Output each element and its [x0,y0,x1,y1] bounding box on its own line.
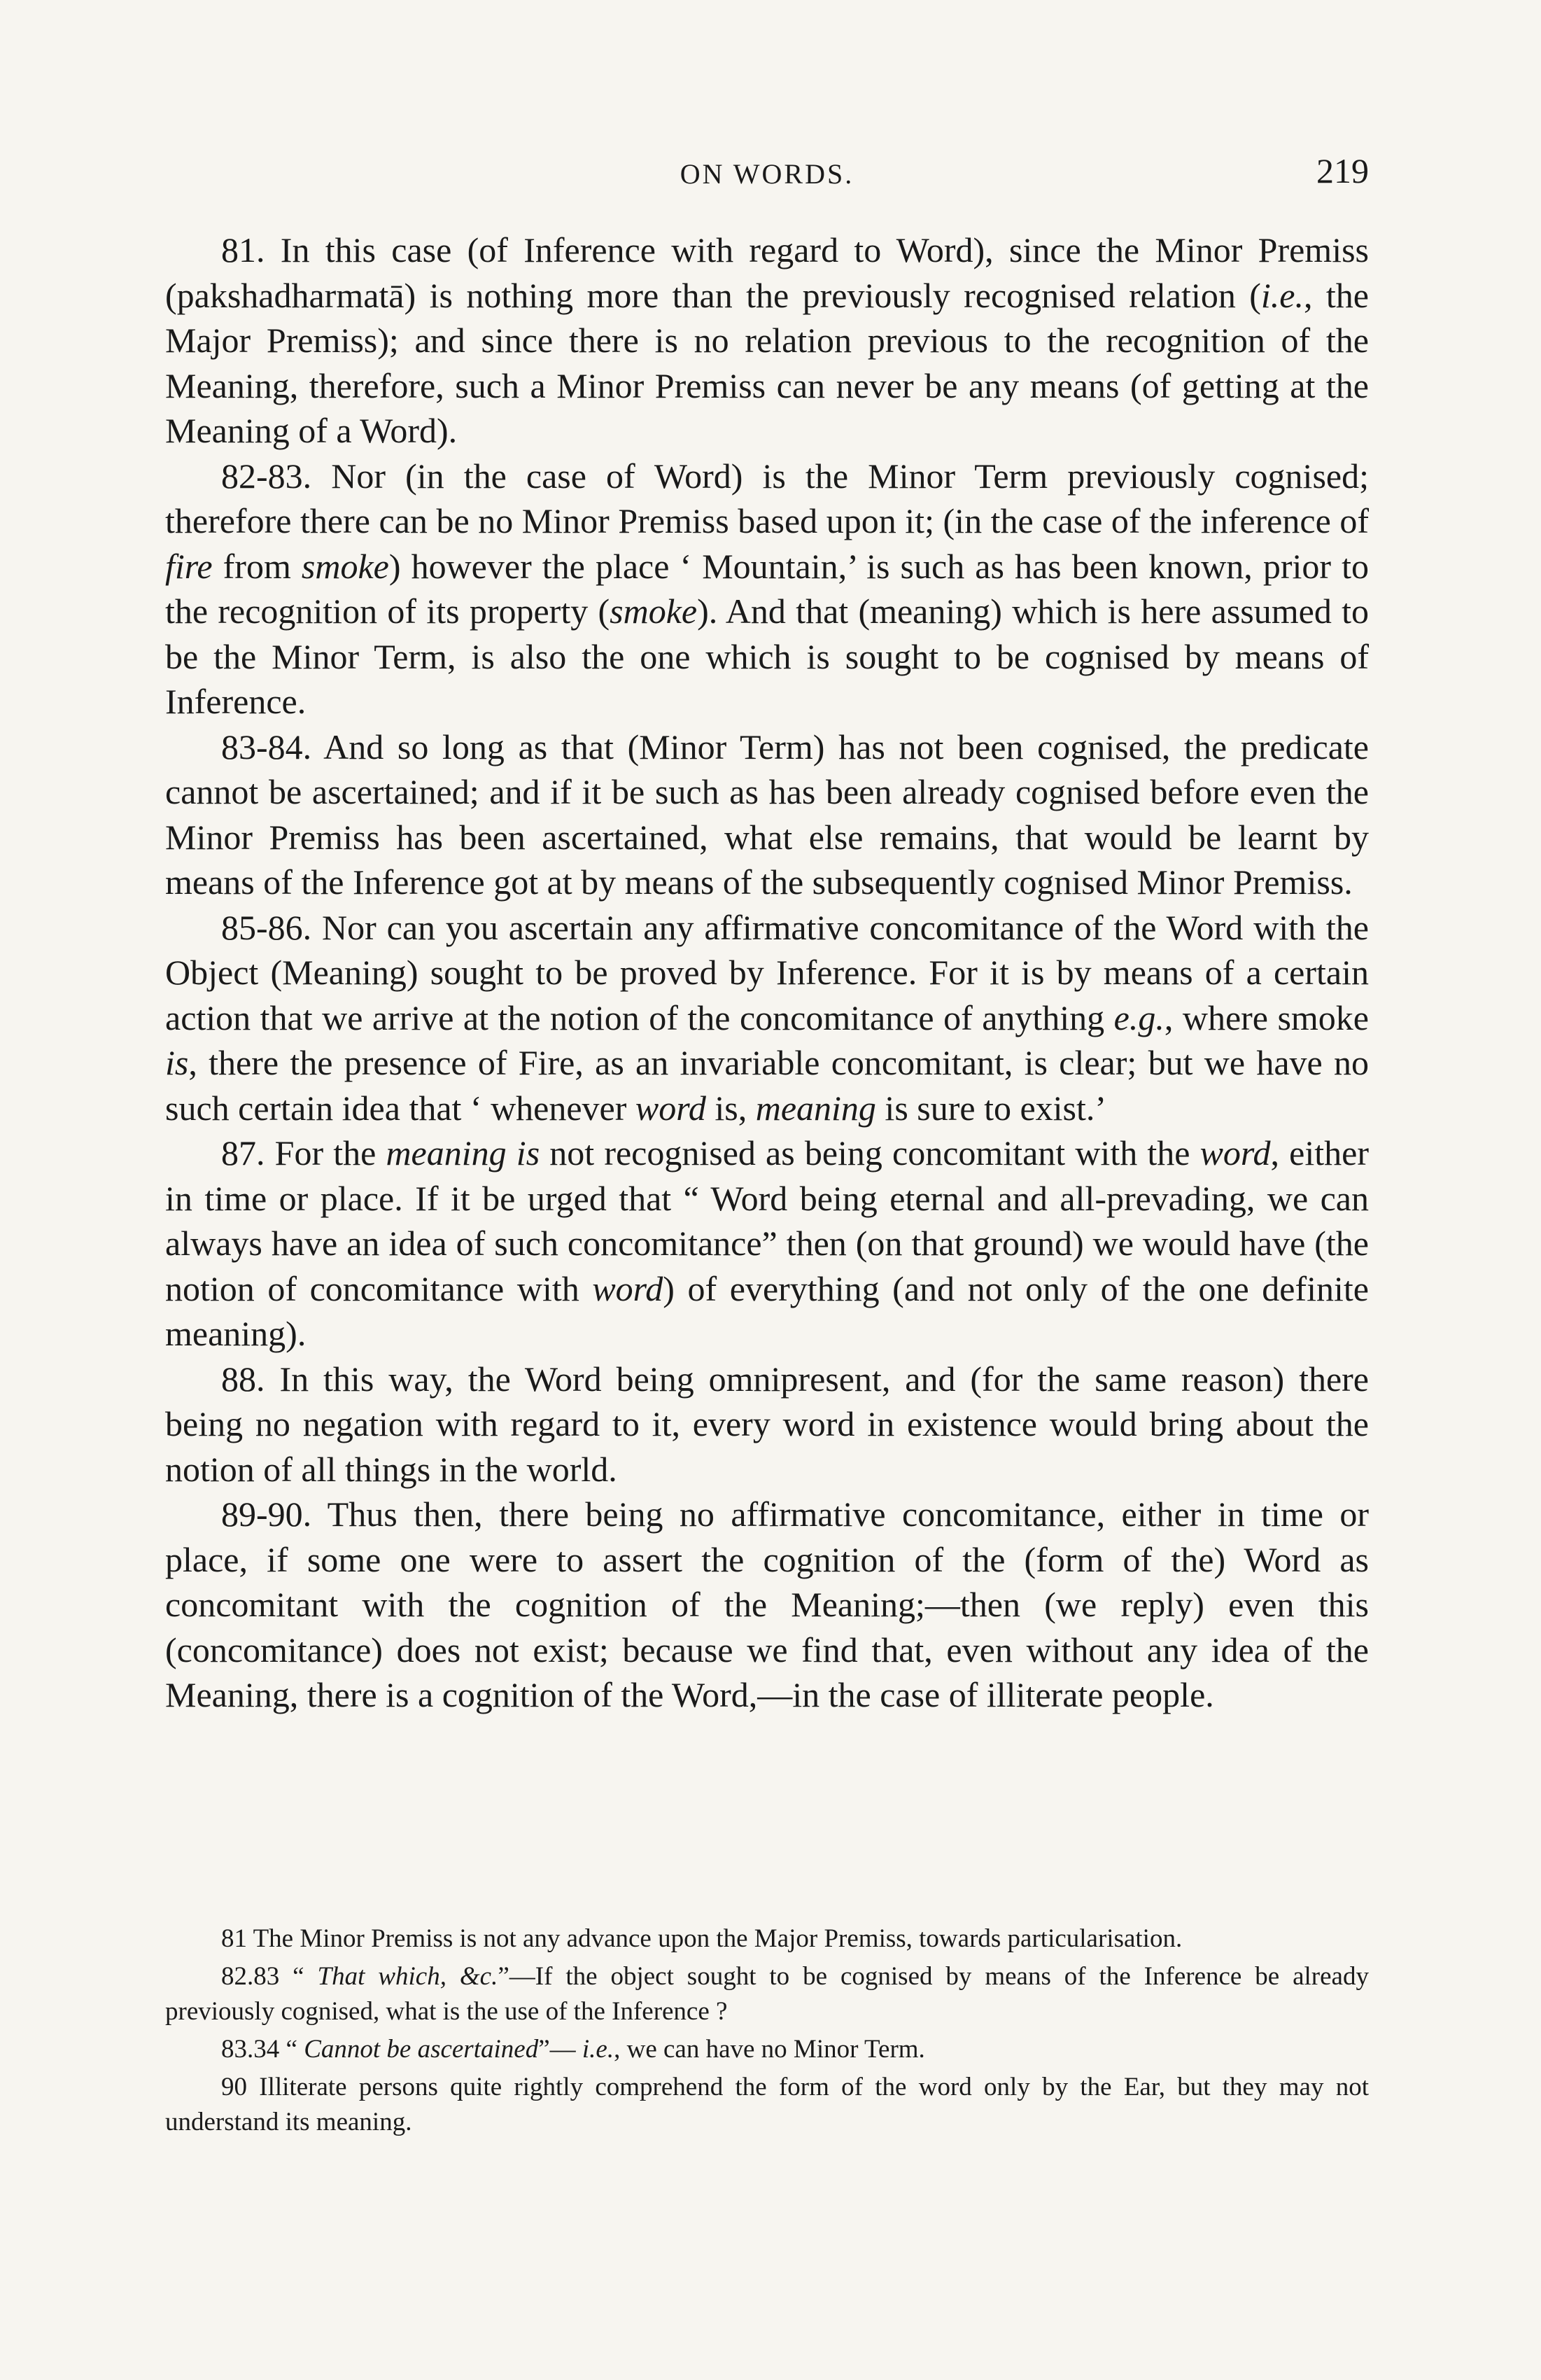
paragraph-89-90: 89-90. Thus then, there being no affirmative concomitance, either in time or place, if some one were to assert the cognition of the (form of the) Word as concomitant with the cognition of the Meaning;—then (we reply) even this (concomitance) does not exist; because we find that, even without any idea of the Meaning, there is a cognition of the Word,—in the case of illiterate people. [165,1494,1369,1714]
paragraph-number: 82-83. [221,456,312,496]
paragraph-number: 83-84. [221,727,312,766]
paragraph-87: 87. For the meaning is not recognised as being concomitant with the word, either in time or place. If it be urged that “ Word being eternal and all-prevading, we can always have an idea of such concomitance” then (on that ground) we would have (the notion of concomitance with word) of everything (and not only of the one definite meaning). [165,1133,1369,1353]
paragraph-81: 81. In this case (of Inference with regard to Word), since the Minor Premiss (pakshadharmatā) is nothing more than the previously recognised relation (i.e., the Major Premiss); and since there is no relation previous to the recognition of the Meaning, therefore, such a Minor Premiss can never be any means (of getting at the Meaning of a Word). [165,230,1369,450]
running-title: ON WORDS. [680,158,854,190]
paragraph-82-83: 82-83. Nor (in the case of Word) is the Minor Term previously cognised; therefore there can be no Minor Premiss based upon it; (in the case of the inference of fire from smoke) however the place ‘ Mountain,’ is such as has been known, prior to the recognition of its property (smoke). And that (meaning) which is here assumed to be the Minor Term, is also the one which is sought to be cognised by means of Inference. [165,456,1369,721]
paragraph-number: 85-86. [221,907,312,947]
footnote-90: 90 Illiterate persons quite rightly comprehend the form of the word only by the Ear, but they may not understand its meaning. [165,2073,1369,2136]
footnotes [165,1921,1369,2143]
footnote-number: 83.34 [221,2035,280,2064]
paragraph-85-86: 85-86. Nor can you ascertain any affirmative concomitance of the Word with the Object (Meaning) sought to be proved by Inference. For it is by means of a certain action that we arrive at the notion of the concomitance of anything e.g., where smoke is, there the presence of Fire, as an invariable concomitant, is clear; but we have no such certain idea that ‘ whenever word is, meaning is sure to exist.’ [165,907,1369,1128]
paragraph-88: 88. In this way, the Word being omnipresent, and (for the same reason) there being no negation with regard to it, every word in existence would bring about the notion of all things in the world. [165,1359,1369,1489]
paragraph-number: 81. [221,230,265,270]
footnote-82-83: 82.83 “ That which, &c.”—If the object sought to be cognised by means of the Inference be already previously cognised, what is the use of the Inference ? [165,1962,1369,2026]
footnote-number: 90 [221,2073,247,2101]
footnote-number: 81 [221,1924,247,1953]
footnote-83-84: 83.34 “ Cannot be ascertained”— i.e., we can have no Minor Term. [221,2035,925,2064]
paragraph-number: 87. [221,1133,265,1172]
paragraph-83-84: 83-84. And so long as that (Minor Term) has not been cognised, the predicate cannot be ascertained; and if it be such as has been already cognised before even the Minor Premiss has been ascertained, what else remains, that would be learnt by means of the Inference got at by means of the subsequently cognised Minor Premiss. [165,727,1369,902]
paragraph-number: 88. [221,1359,265,1399]
page-number: 219 [1316,151,1369,190]
paragraph-number: 89-90. [221,1494,312,1534]
footnote-number: 82.83 [221,1962,280,1991]
main-text [165,227,1369,1718]
footnote-81: 81 The Minor Premiss is not any advance upon the Major Premiss, towards particularisation. [221,1924,1183,1953]
running-head [165,150,1369,200]
